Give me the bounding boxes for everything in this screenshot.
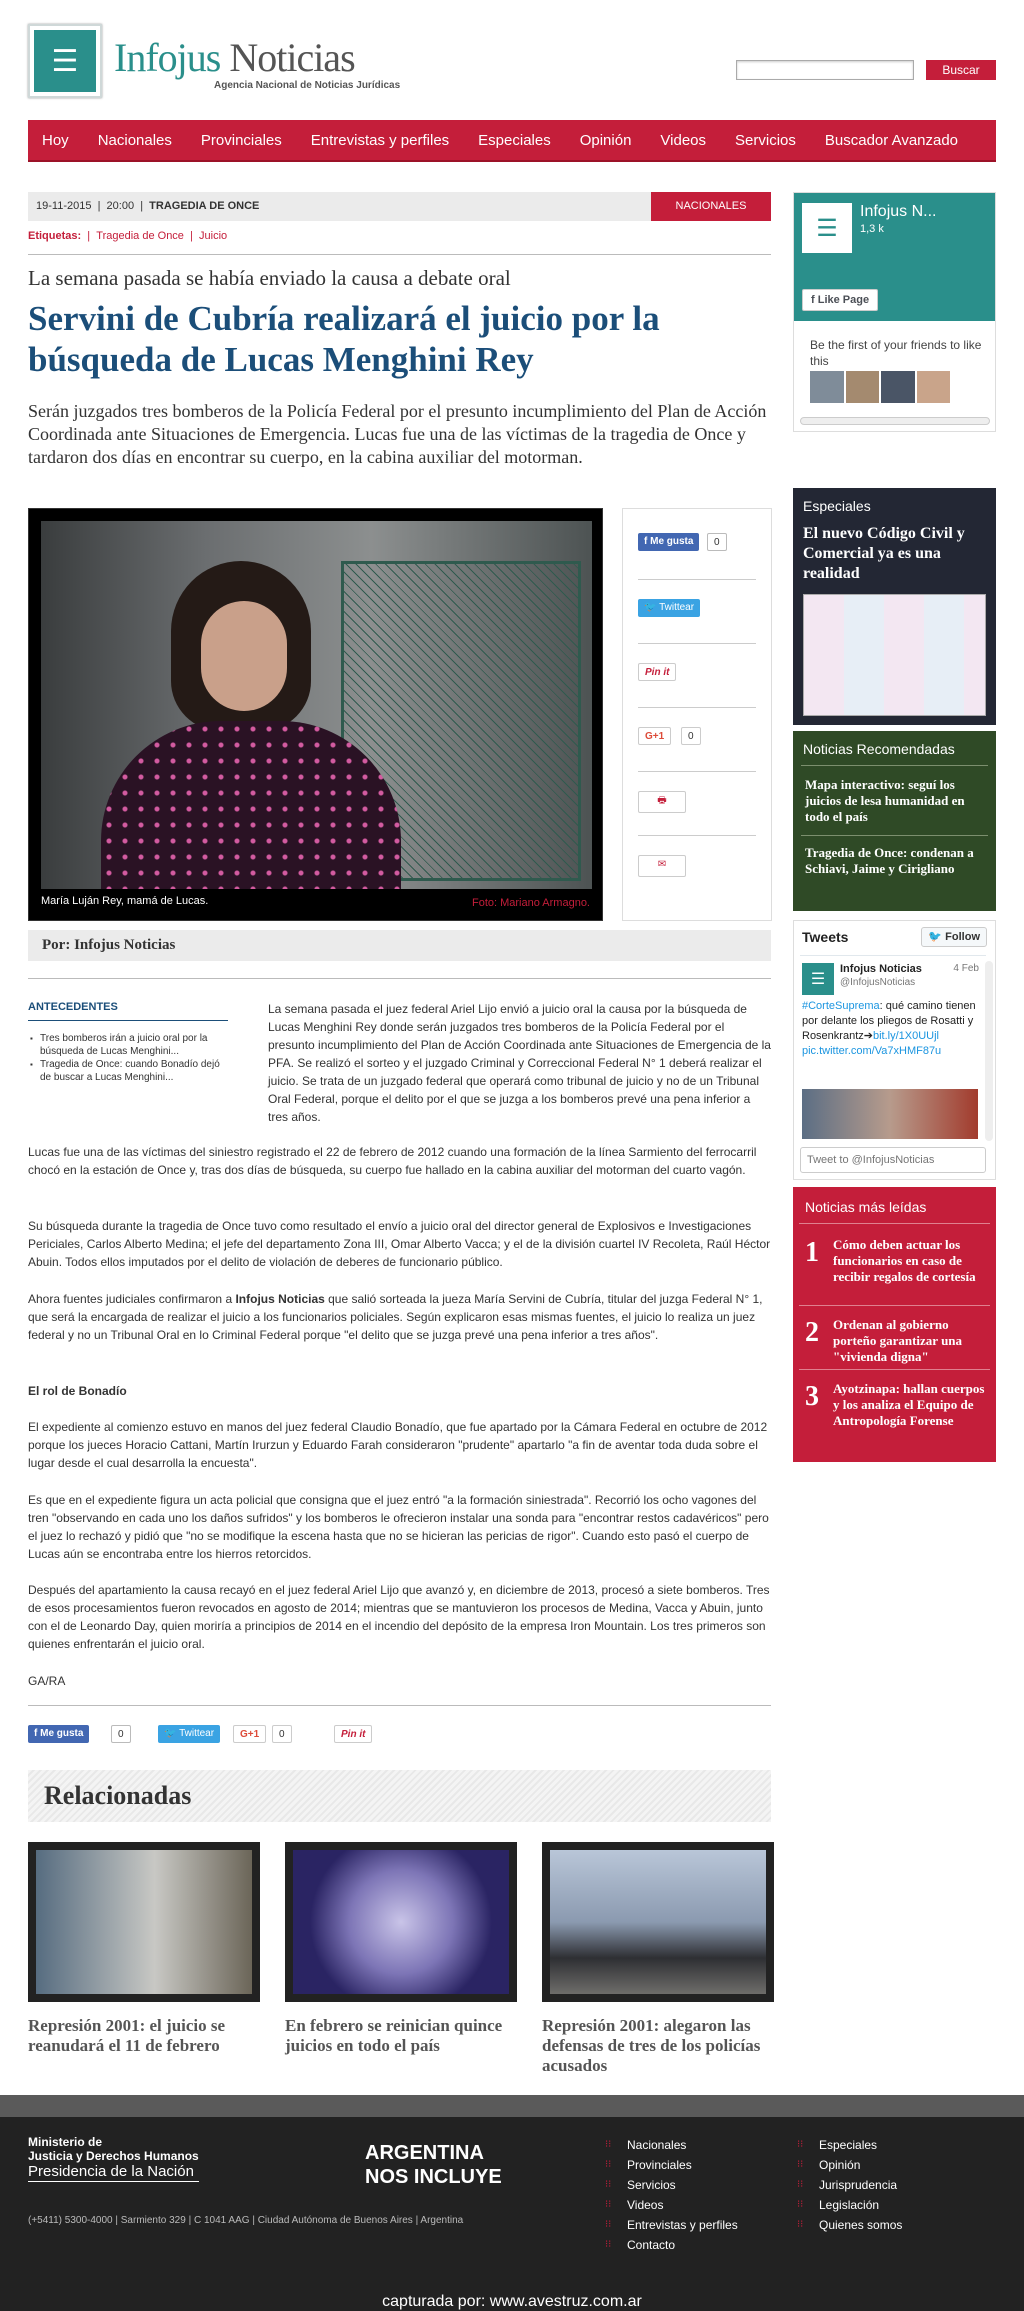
logo-icon[interactable]: ☰ [28,24,102,98]
page-avatar-icon[interactable]: ☰ [802,203,852,253]
antecedentes-title: ANTECEDENTES [28,1001,118,1013]
facebook-like-button[interactable]: f Me gusta [638,533,699,551]
photo-image [41,521,592,889]
article-paragraph: Lucas fue una de las víctimas del siniestro registrado el 22 de febrero de 2012 cuando una formación de la línea Sarmiento del ferrocarril chocó en la estación de Once y, tras dos días de búsqueda, su cuerpo fue hallado en la cabina auxiliar del motorman del cuarto vagón. [28,1145,757,1177]
ministry-logo[interactable]: Ministerio de Justicia y Derechos Humanos Presidencia de la Nación [28,2135,199,2180]
tweet-user[interactable]: Infojus Noticias [840,963,922,975]
gplus-button[interactable]: G+1 [638,727,671,745]
email-icon[interactable]: ✉ [638,855,686,877]
tweets-label: Tweets [802,929,849,945]
footer-link[interactable]: ⁝⁝ Opinión [797,2155,902,2175]
site-tagline: Agencia Nacional de Noticias Jurídicas [214,80,401,91]
nav-item-buscador[interactable]: Buscador Avanzado [824,131,959,149]
article-paragraph: Su búsqueda durante la tragedia de Once tuvo como resultado el envío a juicio oral del director general de Explosivos e Investigaciones Periciales, Carlos Alberto Medina; el jefe del departamento Zona III, Omar Alberto Vacca; y el de la división cuartel IV Recoleta, Raúl Héctor Abuin. Todos ellos imputados por el delito de violación de deberes de funcionario público. [28,1219,771,1269]
gplus-button[interactable]: G+1 [233,1725,266,1743]
divider [800,955,986,956]
especiales-widget[interactable] [793,488,996,725]
footer-link[interactable]: ⁝⁝ Nacionales [605,2135,738,2155]
slogan-logo: ARGENTINA NOS INCLUYE [365,2142,502,2188]
article-subhead: El rol de Bonadío [28,1384,127,1398]
divider [799,1305,990,1306]
related-image[interactable] [28,1842,260,2002]
article-paragraph: Es que en el expediente figura un acta policial que consigna que el juez entró "a la formación siniestrada". Recorrió los ocho vagones del tren "observando en cada uno los daños sufridos" y los bomberos le ofrecieron instalar una sonda para "encontrar restos cadavéricos" pero el juez lo rechazó y pidió que "no se modifique la escena hasta que no se hicieran las pericias de rigor". Cuando esto pasó el cuerpo de Lucas aún se encontraba entre los hierros retorcidos. [28,1493,769,1561]
facebook-widget [793,192,996,432]
related-title: Relacionadas [28,1770,771,1822]
tweet-handle[interactable]: @InfojusNoticias [840,977,916,988]
site-header [28,18,996,108]
article-signature: GA/RA [28,1674,66,1688]
footer-link[interactable]: ⁝⁝ Servicios [605,2175,738,2195]
share-panel [622,508,772,921]
divider [799,1369,990,1370]
divider [638,579,756,580]
divider [638,707,756,708]
related-caption[interactable]: Represión 2001: alegaron las defensas de tres de los policías acusados [542,2016,761,2075]
nav-item-opinion[interactable]: Opinión [579,131,632,149]
nav-item-servicios[interactable]: Servicios [735,131,796,149]
related-image[interactable] [285,1842,517,2002]
tweet-media[interactable] [802,1089,978,1139]
pinit-button[interactable]: Pin it [334,1725,372,1743]
divider [801,835,988,836]
divider [799,1223,990,1224]
footer-link[interactable]: ⁝⁝ Especiales [797,2135,902,2155]
tag-link[interactable]: Tragedia de Once [96,230,184,242]
masleida-link[interactable]: Cómo deben actuar los funcionarios en caso de recibir regalos de cortesía [833,1237,976,1284]
tweet-text: #CorteSuprema: qué camino tienen por delante los pliegos de Rosatti y Rosenkrantz➔bit.ly/1X0UUjl pic.twitter.com/Va7xHMF87u [802,1000,976,1057]
masleida-link[interactable]: Ordenan al gobierno porteño garantizar una "vivienda digna" [833,1317,963,1364]
divider [28,254,771,255]
footer-links [797,2135,902,2235]
article-date: 19-11-2015 [36,200,92,212]
twitter-widget [793,920,996,1180]
divider [28,978,771,979]
tweet-button[interactable]: 🐦 Twittear [638,599,700,617]
article-paragraph: Después del apartamiento la causa recayó en el juez federal Ariel Lijo que avanzó y, en diciembre de 2013, procesó a siete bomberos. Tres de esos procesamientos fueron revocados en agosto de 2014; mientras que se mantuvieron los procesos de Medina, Vacca y Abuin, junto con el de Leonardo Day, quien moriría a principios de 2014 en el incendio del depósito de la empresa Iron Mountain. Los tres primeros son quienes enfrentarán el juicio oral. [28,1583,770,1651]
footer-link[interactable]: ⁝⁝ Videos [605,2195,738,2215]
footer-link[interactable]: ⁝⁝ Jurisprudencia [797,2175,902,2195]
footer-address: (+5411) 5300-4000 | Sarmiento 329 | C 1041 AAG | Ciudad Autónoma de Buenos Aires | Argentina [28,2215,464,2226]
capture-watermark: capturada por: www.avestruz.com.ar [382,2293,642,2310]
article-paragraph: Ahora fuentes judiciales confirmaron a Infojus Noticias que salió sorteada la jueza María Servini de Cubría, titular del juzga Federal N° 1, que será la encargada de realizar el juicio a los funcionarios policiales. Según explicaron esas mismas fuentes, el juicio lo realiza un juez federal y no un Tribunal Oral en lo Criminal Federal porque "el delito que se juzga prevé una pena inferior a tres años". [28,1292,763,1342]
tweet-reply-input[interactable] [800,1147,986,1173]
footer-link[interactable]: ⁝⁝ Provinciales [605,2155,738,2175]
antecedente-link[interactable]: ▪ Tragedia de Once: cuando Bonadío dejó de buscar a Lucas Menghini... [28,1058,228,1084]
divider [638,771,756,772]
recomendada-link[interactable]: Tragedia de Once: condenan a Schiavi, Jaime y Cirigliano [805,845,974,876]
search-input[interactable] [736,60,914,80]
related-card[interactable] [285,1842,517,2056]
like-count: 0 [111,1725,131,1743]
masleidas-label: Noticias más leídas [805,1199,927,1215]
search-button[interactable]: Buscar [926,60,996,80]
tag-link[interactable]: Juicio [199,230,228,242]
fb-page-name[interactable]: Infojus N... [860,203,937,220]
nav-item-videos[interactable]: Videos [660,131,707,149]
fb-like-page-button[interactable]: f Like Page [802,289,878,311]
nav-item-provinciales[interactable]: Provinciales [200,131,282,149]
article-paragraph: La semana pasada el juez federal Ariel Lijo envió a juicio oral la causa por la búsqueda de Lucas Menghini Rey donde serán juzgados tres bomberos de la Policía Federal por el presunto incumplimiento del Plan de Acción Coordinada ante Situaciones de Emergencia de la PFA. Se realizó el sorteo y el juzgado Criminal y Correccional Federal N° 1 deberá realizar el juicio. Se trata de un juzgado federal que operará como tribunal de juicio y no de un Tribunal Oral Federal, porque el delito por el que se juzga a los bomberos prevé una pena inferior a tres años. [268,1002,771,1124]
related-card[interactable] [28,1842,260,2056]
recomendada-link[interactable]: Mapa interactivo: seguí los juicios de lesa humanidad en todo el país [805,777,965,824]
recomendadas-label: Noticias Recomendadas [803,741,955,757]
fb-friend-avatars [810,371,950,403]
article-meta: 19-11-2015 | 20:00 | TRAGEDIA DE ONCE NACIONALES [28,192,771,221]
photo-credit: Foto: Mariano Armagno. [471,897,590,909]
footer-link[interactable]: ⁝⁝ Legislación [797,2195,902,2215]
main-nav [28,120,996,162]
site-footer [0,2095,1024,2311]
tweet-button[interactable]: 🐦 Twittear [158,1725,220,1743]
divider [638,643,756,644]
share-row [28,1725,428,1747]
antecedentes-list [28,1032,228,1084]
gplus-count: 0 [272,1725,292,1743]
article-photo [28,508,603,921]
nav-item-nacionales[interactable]: Nacionales [97,131,172,149]
related-caption[interactable]: Represión 2001: el juicio se reanudará el 11 de febrero [28,2016,226,2055]
article-time: 20:00 [106,200,135,212]
article-paragraph: El expediente al comienzo estuvo en manos del juez federal Claudio Bonadío, que fue apartado por la Cámara Federal en octubre de 2012 porque los jueces Horacio Cattani, Martín Irurzun y Eduardo Farah consideraron "prudente" apartarlo "a fin de aventar toda duda sobre el lugar desde el cual desarrolla la encuesta". [28,1420,768,1470]
fb-scrollbar[interactable] [800,417,990,425]
tweet-avatar-icon[interactable]: ☰ [802,963,834,995]
nav-item-especiales[interactable]: Especiales [478,131,551,149]
related-card[interactable] [542,1842,774,2076]
especiales-image[interactable] [803,594,986,716]
site-logo-text[interactable]: Infojus Noticias [114,35,355,80]
nav-item-entrevistas[interactable]: Entrevistas y perfiles [310,131,450,149]
infojus-mention: Infojus Noticias [235,1292,325,1306]
recomendadas-widget [793,731,996,911]
tweet-date[interactable]: 4 Feb [953,963,979,974]
print-icon[interactable]: 🖶 [638,791,686,813]
photo-caption: María Luján Rey, mamá de Lucas. [41,895,209,907]
tags-row: Etiquetas: | Tragedia de Once | Juicio [28,230,228,242]
related-caption[interactable]: En febrero se reinician quince juicios en todo el país [285,2016,503,2055]
gplus-count: 0 [681,727,701,745]
tags-label: Etiquetas: [28,230,82,242]
especiales-label: Especiales [803,498,871,514]
rank-number: 3 [805,1381,819,1412]
antecedente-link[interactable]: ▪ Tres bomberos irán a juicio oral por la búsqueda de Lucas Menghini... [28,1032,228,1058]
footer-link[interactable]: ⁝⁝ Contacto [605,2235,738,2255]
rank-number: 2 [805,1317,819,1348]
tweets-scrollbar[interactable] [985,961,993,1141]
footer-links [605,2135,738,2255]
divider [638,835,756,836]
masleidas-widget [793,1187,996,1462]
footer-link[interactable]: ⁝⁝ Quienes somos [797,2215,902,2235]
article-byline: Por: Infojus Noticias [28,930,771,961]
article-topic[interactable]: TRAGEDIA DE ONCE [149,200,260,212]
article-title: Servini de Cubría realizará el juicio por la búsqueda de Lucas Menghini Rey [28,299,660,379]
divider [28,1705,771,1706]
section-badge[interactable]: NACIONALES [651,192,771,221]
related-image[interactable] [542,1842,774,2002]
especiales-title[interactable]: El nuevo Código Civil y Comercial ya es una realidad [803,525,965,582]
divider [28,1020,228,1021]
divider [801,765,988,766]
facebook-like-button[interactable]: f Me gusta [28,1725,89,1743]
masleida-link[interactable]: Ayotzinapa: hallan cuerpos y los analiza el Equipo de Antropología Forense [833,1381,985,1428]
article-lead: Serán juzgados tres bomberos de la Policía Federal por el presunto incumplimiento del Plan de Acción Coordinada ante Situaciones de Emergencia. Lucas fue una de las víctimas de la tragedia de Once y tardaron dos días en encontrar su cuerpo, en la cabina auxiliar del motorman. [28,401,767,467]
like-count: 0 [707,533,727,551]
nav-item-hoy[interactable]: Hoy [42,131,69,149]
twitter-follow-button[interactable]: 🐦 Follow [921,927,987,947]
fb-friends-text: Be the first of your friends to like this [810,338,982,368]
pinit-button[interactable]: Pin it [638,663,676,681]
rank-number: 1 [805,1237,819,1268]
article-kicker: La semana pasada se había enviado la causa a debate oral [28,266,511,290]
fb-likes: 1,3 k [860,223,884,235]
footer-link[interactable]: ⁝⁝ Entrevistas y perfiles [605,2215,738,2235]
